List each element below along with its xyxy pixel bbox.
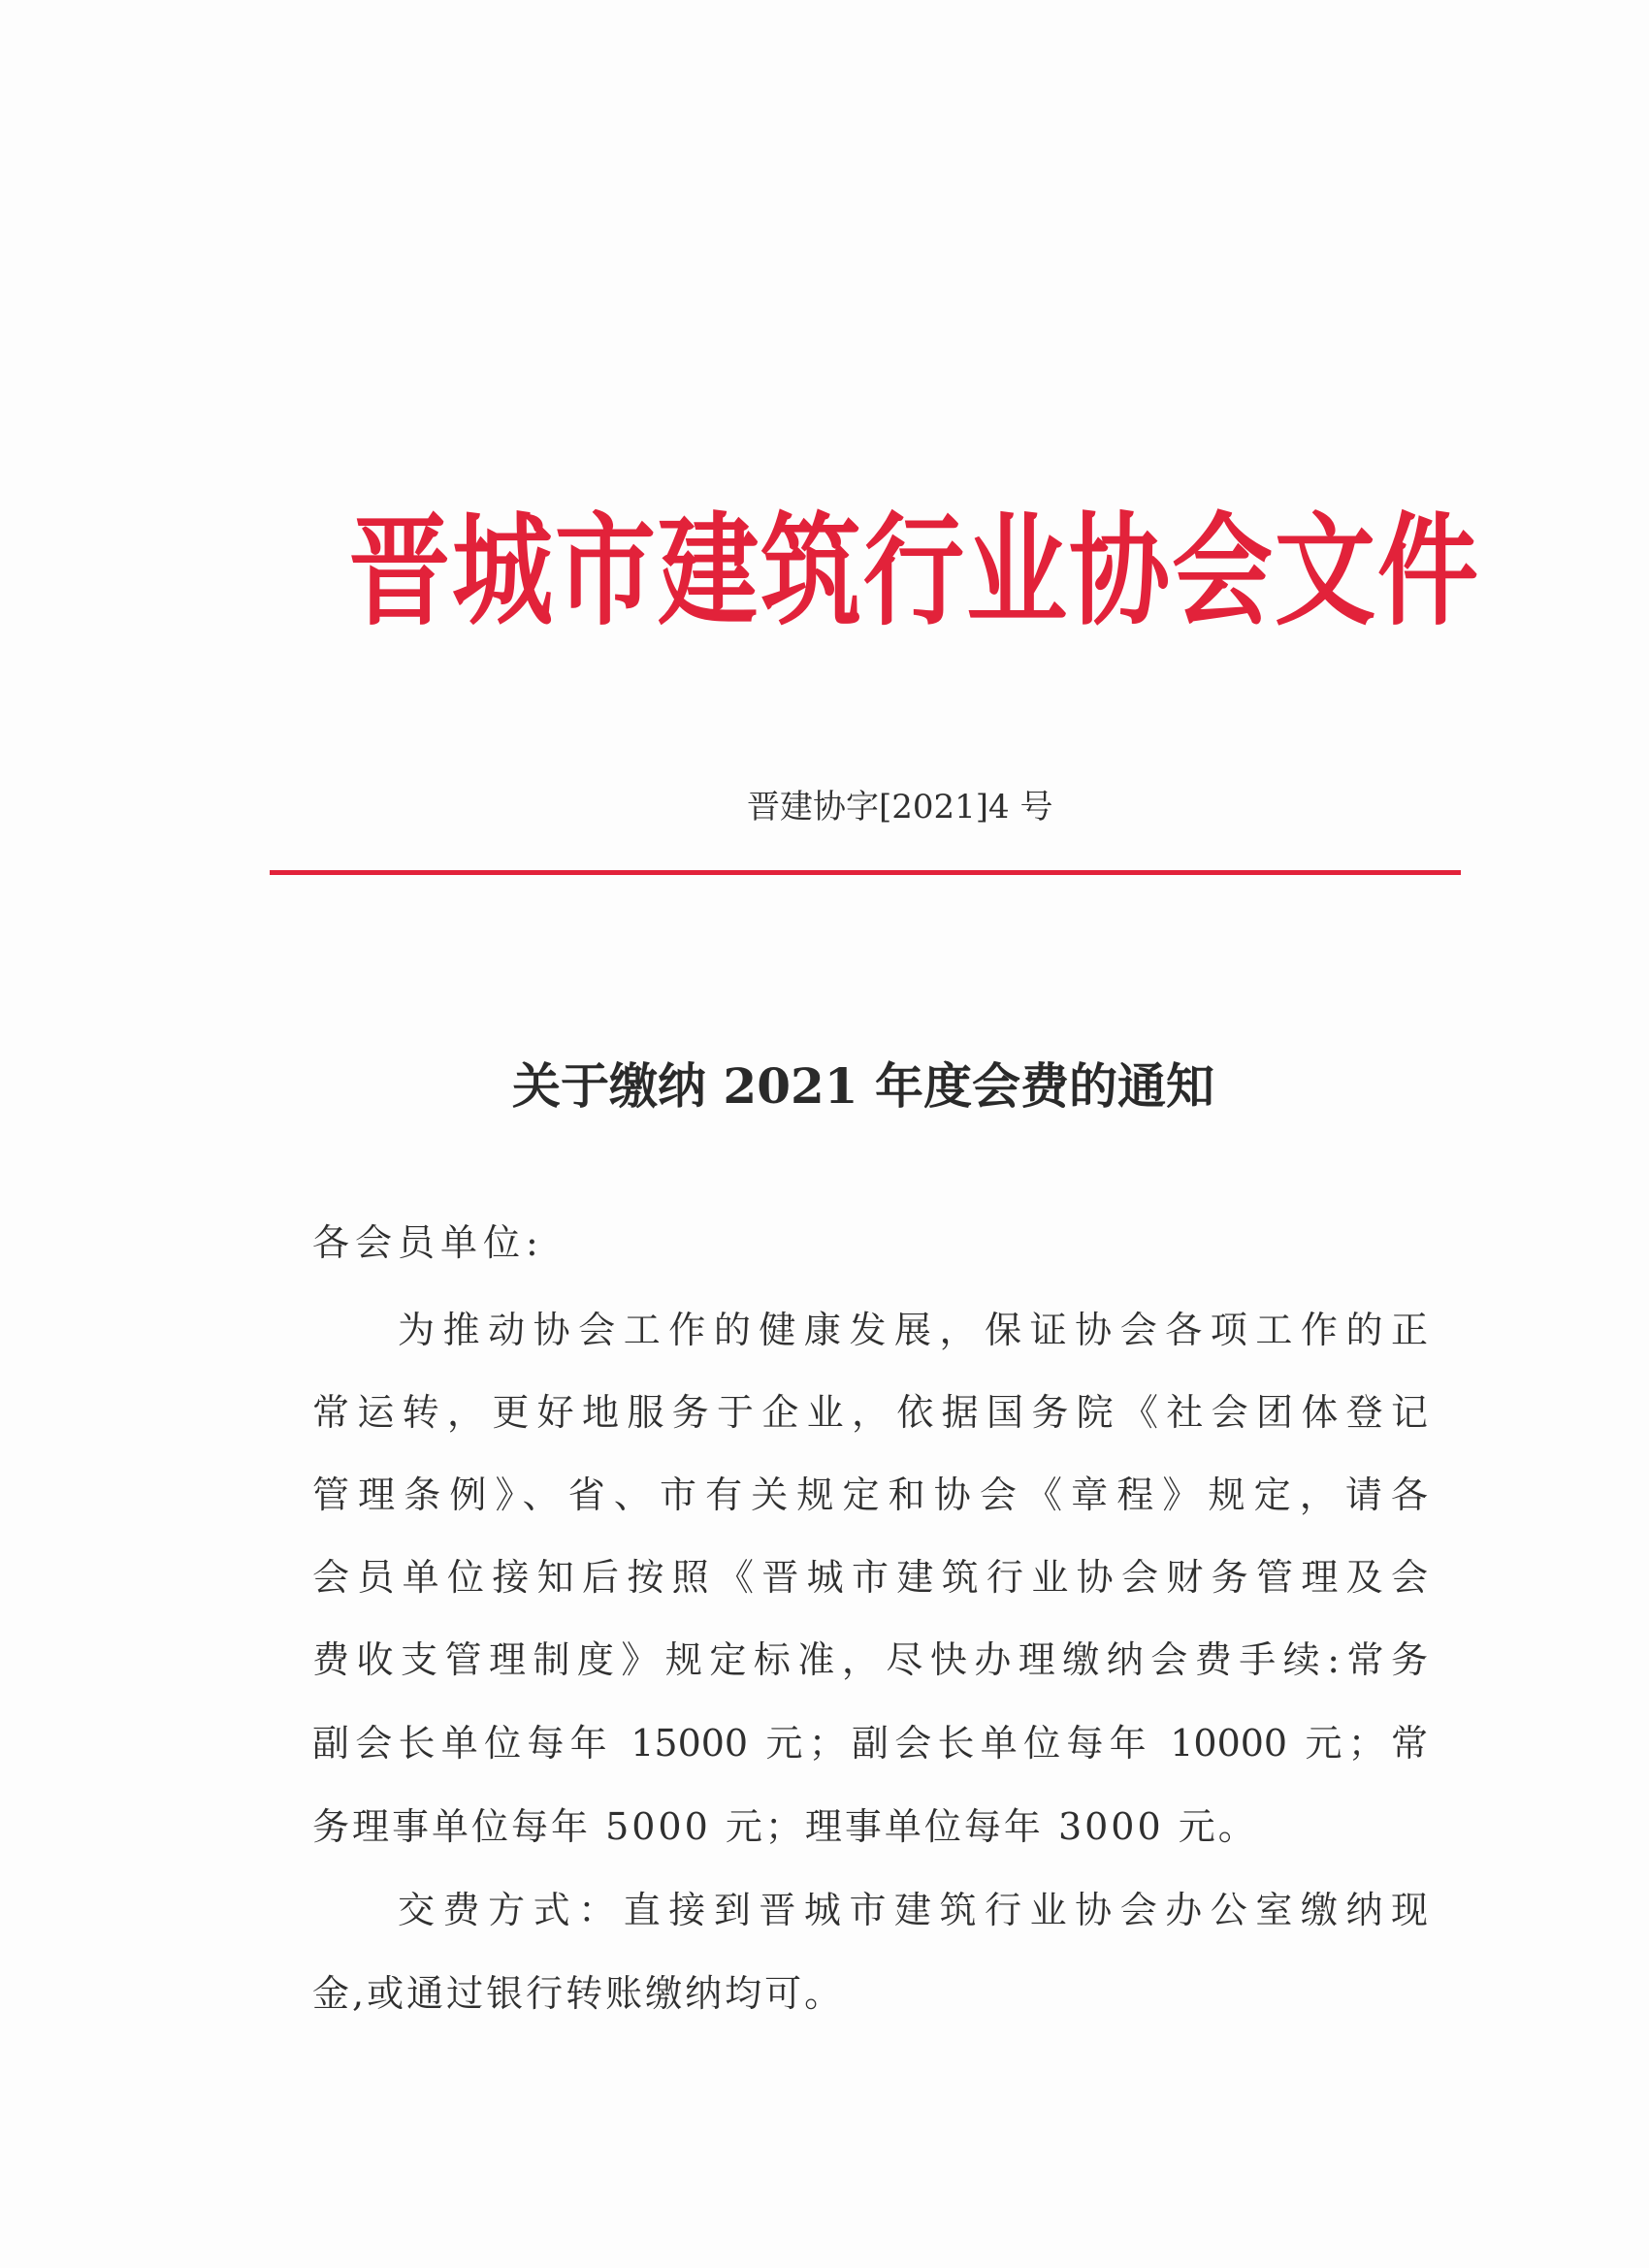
paragraph-1-line: 会员单位接知后按照《晋城市建筑行业协会财务管理及会	[312, 1556, 1428, 1599]
notice-title: 关于缴纳 2021 年度会费的通知	[512, 1057, 1214, 1115]
red-divider-line	[270, 870, 1461, 875]
paragraph-1-line: 为推动协会工作的健康发展，保证协会各项工作的正	[398, 1309, 1428, 1351]
paragraph-1-line: 副会长单位每年 15000 元；副会长单位每年 10000 元；常	[312, 1722, 1428, 1765]
org-header-title: 晋城市建筑行业协会文件	[349, 499, 1481, 642]
paragraph-1-line: 管理条例》、省、市有关规定和协会《章程》规定，请各	[312, 1474, 1428, 1516]
salutation: 各会员单位:	[312, 1221, 544, 1264]
document-number: 晋建协字[2021]4 号	[747, 788, 1053, 826]
paragraph-2-line: 金,或通过银行转账缴纳均可。	[312, 1972, 845, 2015]
paragraph-1-line: 常运转，更好地服务于企业，依据国务院《社会团体登记	[312, 1391, 1428, 1434]
paragraph-2-line: 交费方式：直接到晋城市建筑行业协会办公室缴纳现	[398, 1889, 1428, 1931]
paragraph-1-line: 费收支管理制度》规定标准，尽快办理缴纳会费手续:常务	[312, 1638, 1428, 1681]
paragraph-1-line: 务理事单位每年 5000 元；理事单位每年 3000 元。	[312, 1805, 1258, 1848]
